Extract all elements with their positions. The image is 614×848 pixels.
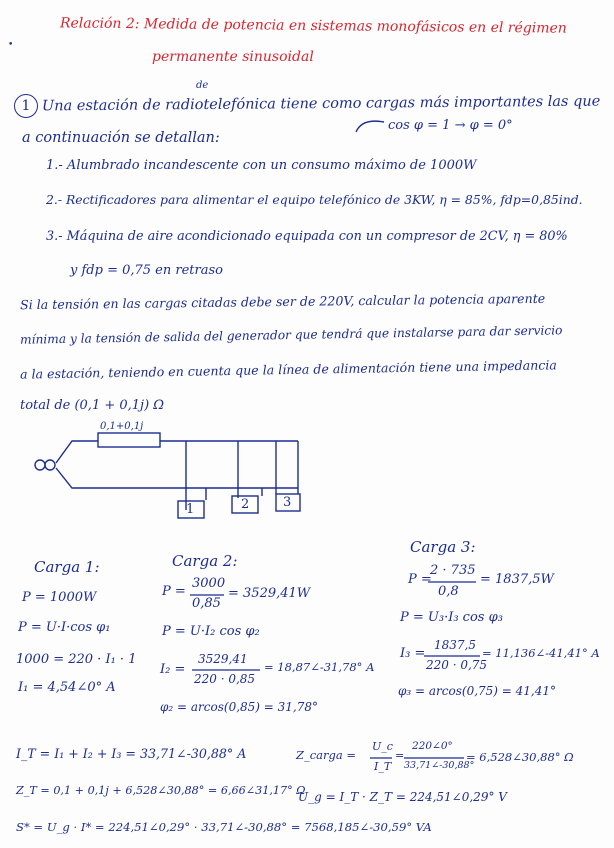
carga-2-p-eq: P =: [162, 584, 186, 599]
result-z-total: Z_T = 0,1 + 0,1j + 6,528∠30,88° = 6,66∠31,17° Ω: [16, 784, 306, 797]
carga-1-line-3: 1000 = 220 · I₁ · 1: [16, 652, 137, 667]
result-apparent-power: S* = U_g · I* = 224,51∠0,29° · 33,71∠-30,88° = 7568,185∠-30,59° VA: [16, 820, 432, 834]
margin-mark: •: [8, 40, 14, 50]
carga-2-p-den: 0,85: [192, 596, 221, 611]
line-impedance-label: 0,1+0,1j: [100, 421, 144, 432]
load-3-label: 3: [283, 495, 292, 510]
carga-2-i-den: 220 · 0,85: [194, 672, 256, 686]
problem-line-1: Una estación de radiotelefónica tiene como cargas más importantes las que: [41, 93, 601, 115]
carga-2-p-result: = 3529,41W: [228, 586, 311, 601]
result-z-carga-den-1: I_T: [374, 760, 392, 773]
item-3-continued: y fdp = 0,75 en retraso: [70, 263, 223, 278]
carga-2-line-4: φ₂ = arcos(0,85) = 31,78°: [160, 700, 319, 714]
result-z-carga-den-2: 33,71∠-30,88°: [404, 760, 475, 771]
carga-3-heading: Carga 3:: [410, 538, 476, 556]
carga-3-i-lhs: I₃ =: [400, 646, 426, 661]
result-total-current: I_T = I₁ + I₂ + I₃ = 33,71∠-30,88° A: [16, 746, 247, 761]
carga-3-p-den: 0,8: [438, 584, 459, 599]
paragraph-line-4: total de (0,1 + 0,1j) Ω: [20, 398, 165, 413]
load-1-label: 1: [186, 502, 195, 517]
problem-insert: de: [196, 80, 209, 91]
carga-1-line-1: P = 1000W: [22, 590, 97, 605]
item-2: 2.- Rectificadores para alimentar el equipo telefónico de 3KW, η = 85%, fdp=0,85ind.: [46, 192, 583, 207]
carga-1-line-2: P = U·I·cos φ₁: [18, 620, 111, 635]
carga-2-i-num: 3529,41: [198, 652, 248, 666]
carga-3-i-result: = 11,136∠-41,41° A: [482, 646, 600, 660]
carga-2-p-num: 3000: [192, 576, 226, 591]
paragraph-line-3: a la estación, teniendo en cuenta que la línea de alimentación tiene una impedancia: [19, 357, 557, 382]
carga-3-p-num: 2 · 735: [430, 563, 476, 578]
problem-note: cos φ = 1 → φ = 0°: [388, 118, 513, 133]
carga-1-heading: Carga 1:: [34, 558, 100, 576]
carga-2-i-lhs: I₂ =: [160, 662, 186, 677]
result-z-carga-value: = 6,528∠30,88° Ω: [466, 750, 574, 764]
title-line-1: Relación 2: Medida de potencia en sistemas monofásicos en el régimen: [59, 15, 567, 37]
item-1: 1.- Alumbrado incandescente con un consumo máximo de 1000W: [46, 158, 477, 173]
paragraph-line-2: mínima y la tensión de salida del generador que tendrá que instalarse para dar servicio: [19, 323, 563, 347]
carga-1-line-4: I₁ = 4,54∠0° A: [18, 680, 116, 695]
carga-3-i-den: 220 · 0,75: [426, 658, 488, 672]
item-3: 3.- Máquina de aire acondicionado equipada con un compresor de 2CV, η = 80%: [46, 229, 568, 244]
result-z-carga-num-1: U_c: [372, 740, 393, 753]
problem-number: 1: [14, 94, 38, 118]
paragraph-line-1: Si la tensión en las cargas citadas debe ser de 220V, calcular la potencia aparente: [19, 290, 546, 313]
carga-2-heading: Carga 2:: [172, 552, 238, 570]
result-z-carga-lhs: Z_carga =: [296, 748, 357, 762]
carga-3-p-eq: P =: [408, 572, 432, 587]
load-2-label: 2: [241, 497, 250, 512]
problem-line-2: a continuación se detallan:: [22, 130, 220, 146]
carga-2-i-result: = 18,87∠-31,78° A: [264, 660, 375, 674]
carga-3-line-4: φ₃ = arcos(0,75) = 41,41°: [398, 684, 557, 698]
carga-3-p-result: = 1837,5W: [480, 572, 554, 587]
carga-3-line-2: P = U₃·I₃ cos φ₃: [400, 610, 503, 625]
carga-2-line-2: P = U·I₂ cos φ₂: [162, 624, 260, 639]
title-line-2: permanente sinusoidal: [152, 49, 314, 65]
result-z-carga-eq: =: [395, 749, 405, 762]
result-generator-voltage: U_g = I_T · Z_T = 224,51∠0,29° V: [298, 790, 507, 804]
result-z-carga-num-2: 220∠0°: [412, 740, 453, 752]
carga-3-i-num: 1837,5: [434, 638, 476, 652]
